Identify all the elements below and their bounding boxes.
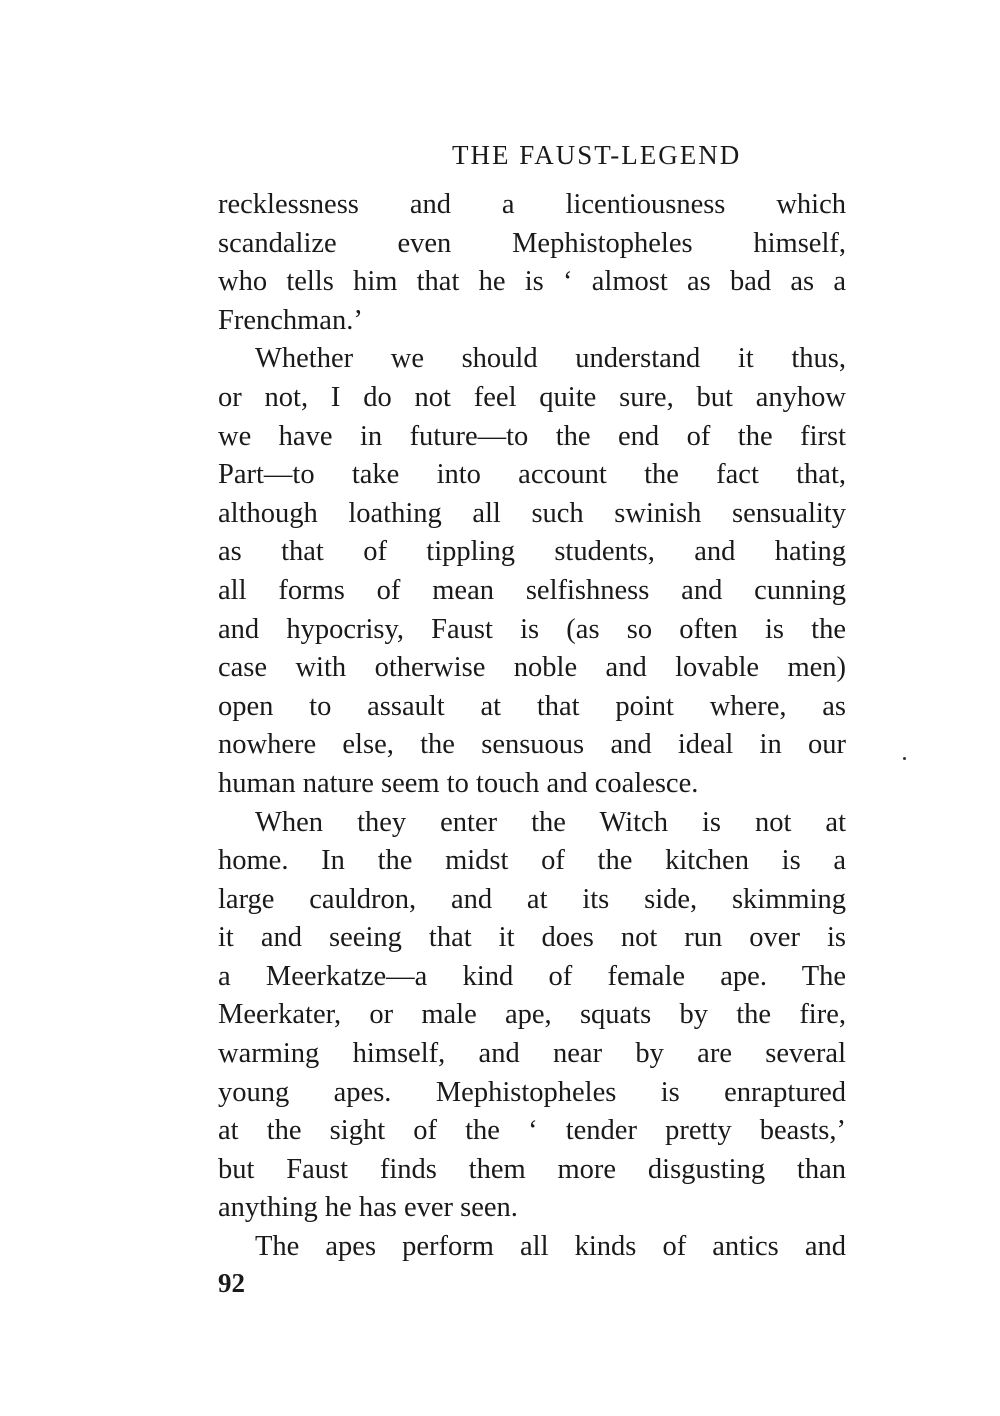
text-line: as that of tippling students, and hating: [218, 536, 846, 568]
text-line: although loathing all such swinish sensuality: [218, 497, 846, 529]
text-line: all forms of mean selfishness and cunning: [218, 574, 846, 606]
running-head: THE FAUST-LEGEND: [452, 140, 742, 170]
text-line: it and seeing that it does not run over is: [218, 922, 846, 954]
text-line: warming himself, and near by are several: [218, 1038, 846, 1070]
paragraph: [218, 804, 846, 1229]
paragraph: [218, 1228, 846, 1267]
text-line: Whether we should understand it thus,: [255, 343, 846, 375]
text-line: anything he has ever seen.: [218, 1192, 518, 1224]
text-line: and hypocrisy, Faust is (as so often is the: [218, 613, 846, 645]
text-line: large cauldron, and at its side, skimming: [218, 883, 846, 915]
text-line: who tells him that he is ‘ almost as bad as a: [218, 266, 846, 298]
text-line: case with otherwise noble and lovable men): [218, 652, 846, 684]
text-line: at the sight of the ‘ tender pretty beasts,’: [218, 1115, 846, 1147]
text-line: young apes. Mephistopheles is enraptured: [218, 1076, 846, 1108]
text-line: scandalize even Mephistopheles himself,: [218, 227, 846, 259]
text-line: Frenchman.’: [218, 304, 363, 336]
text-line: or not, I do not feel quite sure, but anyhow: [218, 381, 846, 413]
text-line: but Faust finds them more disgusting than: [218, 1153, 846, 1185]
text-line: nowhere else, the sensuous and ideal in our: [218, 729, 846, 761]
body-text: [218, 186, 846, 1267]
paragraph: [218, 186, 846, 340]
paragraph: [218, 340, 846, 803]
text-line: we have in future—to the end of the first: [218, 420, 846, 452]
text-line: When they enter the Witch is not at: [255, 806, 846, 838]
text-line: home. In the midst of the kitchen is a: [218, 845, 846, 877]
text-line: Part—to take into account the fact that,: [218, 459, 846, 491]
text-line: open to assault at that point where, as: [218, 690, 846, 722]
text-line: The apes perform all kinds of antics and: [255, 1231, 846, 1263]
page-number: 92: [218, 1268, 245, 1298]
ink-speck: [903, 757, 906, 760]
text-line: recklessness and a licentiousness which: [218, 189, 846, 220]
text-line: Meerkater, or male ape, squats by the fire,: [218, 999, 846, 1031]
text-line: a Meerkatze—a kind of female ape. The: [218, 960, 846, 992]
text-line: human nature seem to touch and coalesce.: [218, 767, 699, 799]
